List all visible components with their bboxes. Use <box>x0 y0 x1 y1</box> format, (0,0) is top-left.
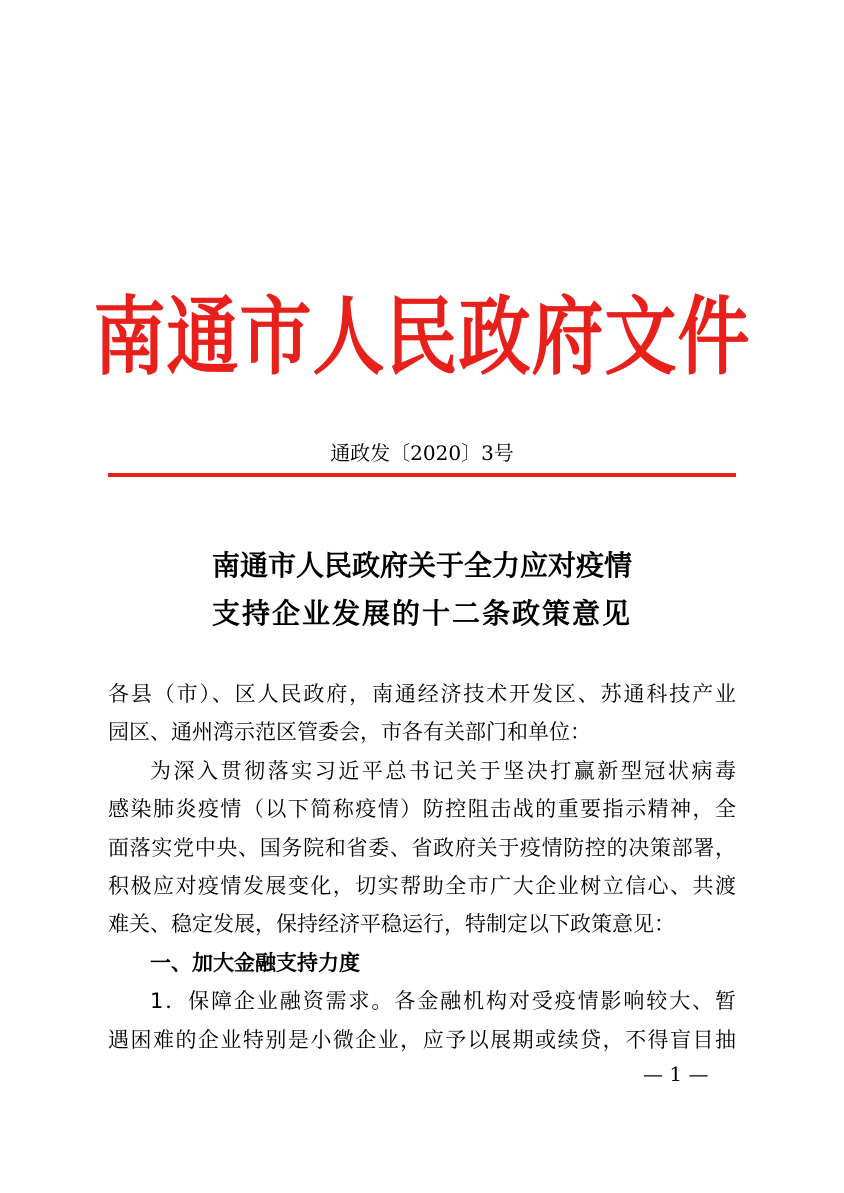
item-1-line-2: 遇困难的企业特别是小微企业，应予以展期或续贷，不得盲目抽 <box>108 1027 736 1052</box>
addressee-line-1: 各县（市）、区人民政府，南通经济技术开发区、苏通科技产业 <box>108 682 736 706</box>
addressee-paragraph <box>108 675 736 752</box>
red-divider-line <box>108 473 736 477</box>
intro-line-3: 面落实党中央、国务院和省委、省政府关于疫情防控的决策部署， <box>108 835 736 860</box>
document-title-line-2: 支持企业发展的十二条政策意见 <box>211 597 632 630</box>
addressee-line-2: 园区、通州湾示范区管委会，市各有关部门和单位： <box>108 720 591 745</box>
document-title-line-1: 南通市人民政府关于全力应对疫情 <box>211 549 632 582</box>
page-number: — 1 — <box>643 1062 709 1086</box>
intro-line-1: 为深入贯彻落实习近平总书记关于坚决打赢新型冠状病毒 <box>150 758 736 783</box>
intro-line-5: 难关、稳定发展，保持经济平稳运行，特制定以下政策意见： <box>108 912 675 937</box>
section-heading <box>108 944 736 982</box>
document-body <box>108 675 736 1059</box>
document-number: 通政发〔2020〕3号 <box>330 441 514 465</box>
intro-line-2: 感染肺炎疫情（以下简称疫情）防控阻击战的重要指示精神，全 <box>108 797 736 822</box>
intro-line-4: 积极应对疫情发展变化，切实帮助全市广大企业树立信心、共渡 <box>108 873 736 898</box>
intro-paragraph <box>108 752 736 944</box>
section-1-heading: 一、加大金融支持力度 <box>150 950 360 975</box>
document-masthead: 南通市人民政府文件 <box>93 286 751 387</box>
item-1-paragraph <box>108 982 736 1059</box>
item-1-line-1: 1．保障企业融资需求。各金融机构对受疫情影响较大、暂 <box>150 989 736 1014</box>
